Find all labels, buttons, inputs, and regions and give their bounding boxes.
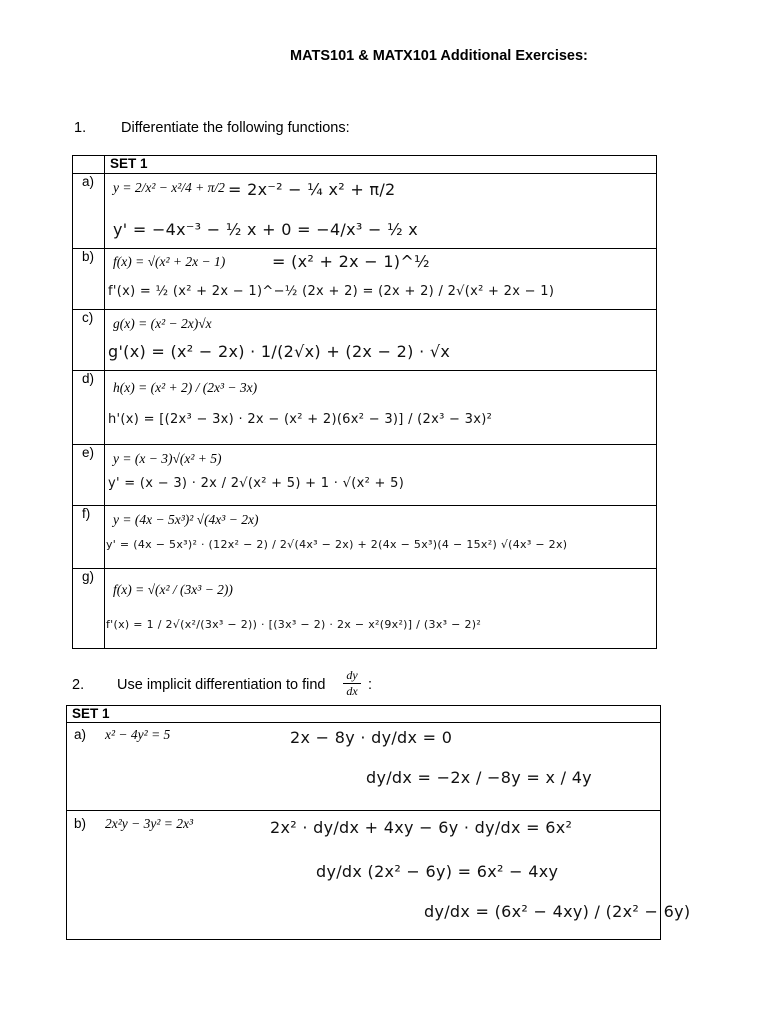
- question-2-colon: :: [368, 677, 373, 693]
- problem-statement: y = (x − 3)√(x² + 5): [113, 451, 222, 466]
- row-label: a): [82, 174, 95, 189]
- problem-statement: 2x²y − 3y² = 2x³: [105, 816, 194, 831]
- table-row-line: [72, 173, 657, 174]
- handwritten-step: y' = −4x⁻³ − ½ x + 0 = −4/x³ − ½ x: [113, 220, 419, 239]
- problem-statement: f(x) = √(x² + 2x − 1): [113, 254, 226, 269]
- dydx-numerator: dy: [343, 668, 361, 684]
- table-row-line: [72, 248, 657, 249]
- table-row-line: [72, 309, 657, 310]
- handwritten-step: f'(x) = 1 / 2√(x²/(3x³ − 2)) · [(3x³ − 2) · 2x − x²(9x²)] / (3x³ − 2)²: [106, 618, 482, 631]
- set-label: SET 1: [110, 156, 148, 171]
- row-label: f): [82, 506, 91, 521]
- dydx-denominator: dx: [346, 684, 358, 698]
- question-1-text: Differentiate the following functions:: [121, 120, 350, 136]
- table-row-line: [72, 568, 657, 569]
- handwritten-step: h'(x) = [(2x³ − 3x) · 2x − (x² + 2)(6x² − 3)] / (2x³ − 3x)²: [108, 412, 493, 427]
- dydx-fraction: [343, 668, 361, 699]
- handwritten-step: 2x² · dy/dx + 4xy − 6y · dy/dx = 6x²: [270, 818, 573, 837]
- problem-statement: y = 2/x² − x²/4 + π/2: [113, 180, 225, 195]
- table-row-line: [72, 444, 657, 445]
- question-1-number: 1.: [74, 120, 87, 136]
- problem-statement: y = (4x − 5x³)² √(4x³ − 2x): [113, 512, 259, 527]
- handwritten-step: = 2x⁻² − ¼ x² + π/2: [228, 180, 396, 199]
- handwritten-step: = (x² + 2x − 1)^½: [272, 252, 430, 271]
- problem-statement: f(x) = √(x² / (3x³ − 2)): [113, 582, 233, 597]
- handwritten-step: y' = (x − 3) · 2x / 2√(x² + 5) + 1 · √(x² + 5): [108, 476, 405, 491]
- question-2-text: Use implicit differentiation to find: [117, 677, 326, 693]
- page-title: MATS101 & MATX101 Additional Exercises:: [290, 48, 588, 64]
- row-label: b): [74, 816, 87, 831]
- handwritten-step: dy/dx = (6x² − 4xy) / (2x² − 6y): [424, 902, 691, 921]
- set-label: SET 1: [72, 706, 110, 721]
- row-label: b): [82, 249, 95, 264]
- row-label: c): [82, 310, 94, 325]
- table-row-line: [72, 370, 657, 371]
- handwritten-step: f'(x) = ½ (x² + 2x − 1)^−½ (2x + 2) = (2x + 2) / 2√(x² + 2x − 1): [108, 284, 555, 299]
- question-2-number: 2.: [72, 677, 85, 693]
- problem-statement: g(x) = (x² − 2x)√x: [113, 316, 212, 331]
- row-label: g): [82, 569, 95, 584]
- handwritten-step: y' = (4x − 5x³)² · (12x² − 2) / 2√(4x³ − 2x) + 2(4x − 5x³)(4 − 15x²) √(4x³ − 2x): [106, 538, 568, 551]
- table-row-line: [66, 810, 661, 811]
- row-label: e): [82, 445, 95, 460]
- table-divider: [104, 155, 105, 649]
- row-label: a): [74, 727, 87, 742]
- problem-statement: x² − 4y² = 5: [105, 727, 171, 742]
- table-row-line: [66, 722, 661, 723]
- handwritten-step: dy/dx = −2x / −8y = x / 4y: [366, 768, 592, 787]
- handwritten-step: 2x − 8y · dy/dx = 0: [290, 728, 453, 747]
- row-label: d): [82, 371, 95, 386]
- handwritten-step: g'(x) = (x² − 2x) · 1/(2√x) + (2x − 2) · √x: [108, 342, 451, 361]
- table-row-line: [72, 505, 657, 506]
- problem-statement: h(x) = (x² + 2) / (2x³ − 3x): [113, 380, 258, 395]
- handwritten-step: dy/dx (2x² − 6y) = 6x² − 4xy: [316, 862, 559, 881]
